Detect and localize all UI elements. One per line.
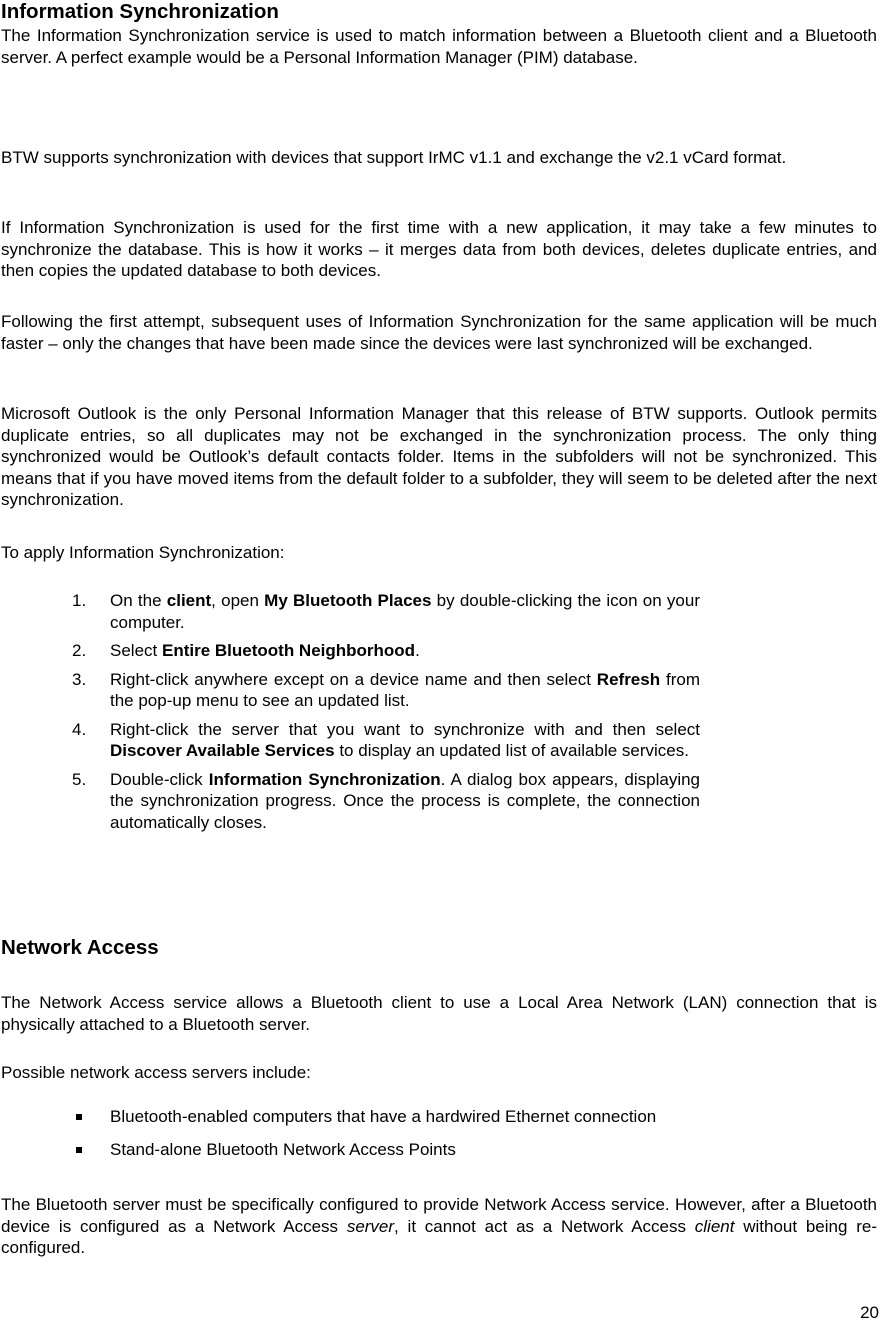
list-item (0, 1139, 876, 1161)
step-number: 2. (72, 641, 87, 660)
para-text: without being re-configured. (1, 1216, 877, 1257)
paragraph-network-intro: The Network Access service allows a Bluetooth client to use a Local Area Network (LAN) connection that is physically attached to a Bluetooth server. (1, 993, 877, 1034)
step-text: Right-click the server that you want to synchronize with and then select (110, 719, 700, 739)
step-text: Right-click anywhere except on a device name and then select (110, 669, 597, 689)
list-item (0, 719, 700, 762)
para-italic: server (346, 1216, 395, 1236)
step-text: Double-click (110, 769, 209, 789)
step-bold: Entire Bluetooth Neighborhood (161, 641, 416, 660)
paragraph-intro: The Information Synchronization service is used to match information between a Bluetooth client and a Bluetooth server. A perfect example would be a Personal Information Manager (PIM) database. (1, 26, 877, 67)
para-italic: client (694, 1216, 735, 1236)
paragraph-first-time: If Information Synchronization is used for the first time with a new application, it may take a few minutes to synchronize the database. This is how it works – it merges data from both devices, deletes duplicate entries, and then copies the updated database to both devices. (1, 218, 877, 280)
bullet-text: Bluetooth-enabled computers that have a hardwired Ethernet connection (110, 1107, 657, 1126)
step-text: to display an updated list of available services. (334, 741, 689, 760)
paragraph-server-config (1, 1194, 877, 1259)
page-number: 20 (860, 1303, 879, 1322)
step-number: 4. (72, 719, 87, 739)
list-item (0, 769, 700, 834)
step-bold: client (166, 591, 212, 610)
steps-list (0, 590, 700, 840)
step-number: 1. (72, 591, 87, 610)
servers-list (0, 1106, 876, 1171)
step-bold: Discover Available Services (110, 741, 335, 760)
para-text: , it cannot act as a Network Access (394, 1216, 695, 1236)
step-bold: My Bluetooth Places (264, 591, 432, 610)
step-text: On the (110, 591, 167, 610)
para-text: The Bluetooth server must be specifically configured to provide Network Access service. However, after a Bluetooth device is configured as a Network Access (1, 1195, 877, 1236)
step-text: Select (110, 641, 162, 660)
step-text: . A dialog box appears, displaying the synchronization progress. Once the process is complete, the connection automatically closes. (110, 769, 701, 832)
paragraph-servers-intro: Possible network access servers include: (1, 1063, 311, 1082)
bullet-square-icon (76, 1147, 82, 1153)
step-text: by double-clicking the icon on your computer. (110, 591, 700, 632)
step-text: from the pop-up menu to see an updated list. (110, 669, 700, 710)
paragraph-outlook: Microsoft Outlook is the only Personal Information Manager that this release of BTW supports. Outlook permits duplicate entries, so all duplicates may not be exchanged in the synchronization process. The only thing synchronized would be Outlook’s default contacts folder. Items in the subfolders will not be synchronized. This means that if you have moved items from the default folder to a subfolder, they will seem to be deleted after the next synchronization. (1, 404, 877, 509)
heading-information-synchronization: Information Synchronization (1, 0, 279, 23)
bullet-text: Stand-alone Bluetooth Network Access Points (110, 1139, 456, 1159)
list-item (0, 640, 700, 662)
list-item (0, 590, 700, 633)
step-text: . (415, 641, 420, 660)
list-item (0, 1106, 876, 1128)
step-bold: Refresh (596, 669, 661, 689)
heading-network-access: Network Access (1, 936, 159, 959)
paragraph-btw-support: BTW supports synchronization with devices that support IrMC v1.1 and exchange the v2.1 vCard format. (1, 148, 787, 167)
step-number: 5. (72, 769, 87, 789)
list-item (0, 669, 700, 712)
paragraph-apply-intro: To apply Information Synchronization: (1, 543, 285, 562)
bullet-square-icon (76, 1114, 82, 1120)
step-number: 3. (72, 669, 87, 689)
step-text: , open (211, 591, 265, 610)
paragraph-subsequent: Following the first attempt, subsequent uses of Information Synchronization for the same application will be much faster – only the changes that have been made since the devices were last synchronized will be exchanged. (1, 312, 877, 353)
step-bold: Information Synchronization (208, 769, 441, 789)
